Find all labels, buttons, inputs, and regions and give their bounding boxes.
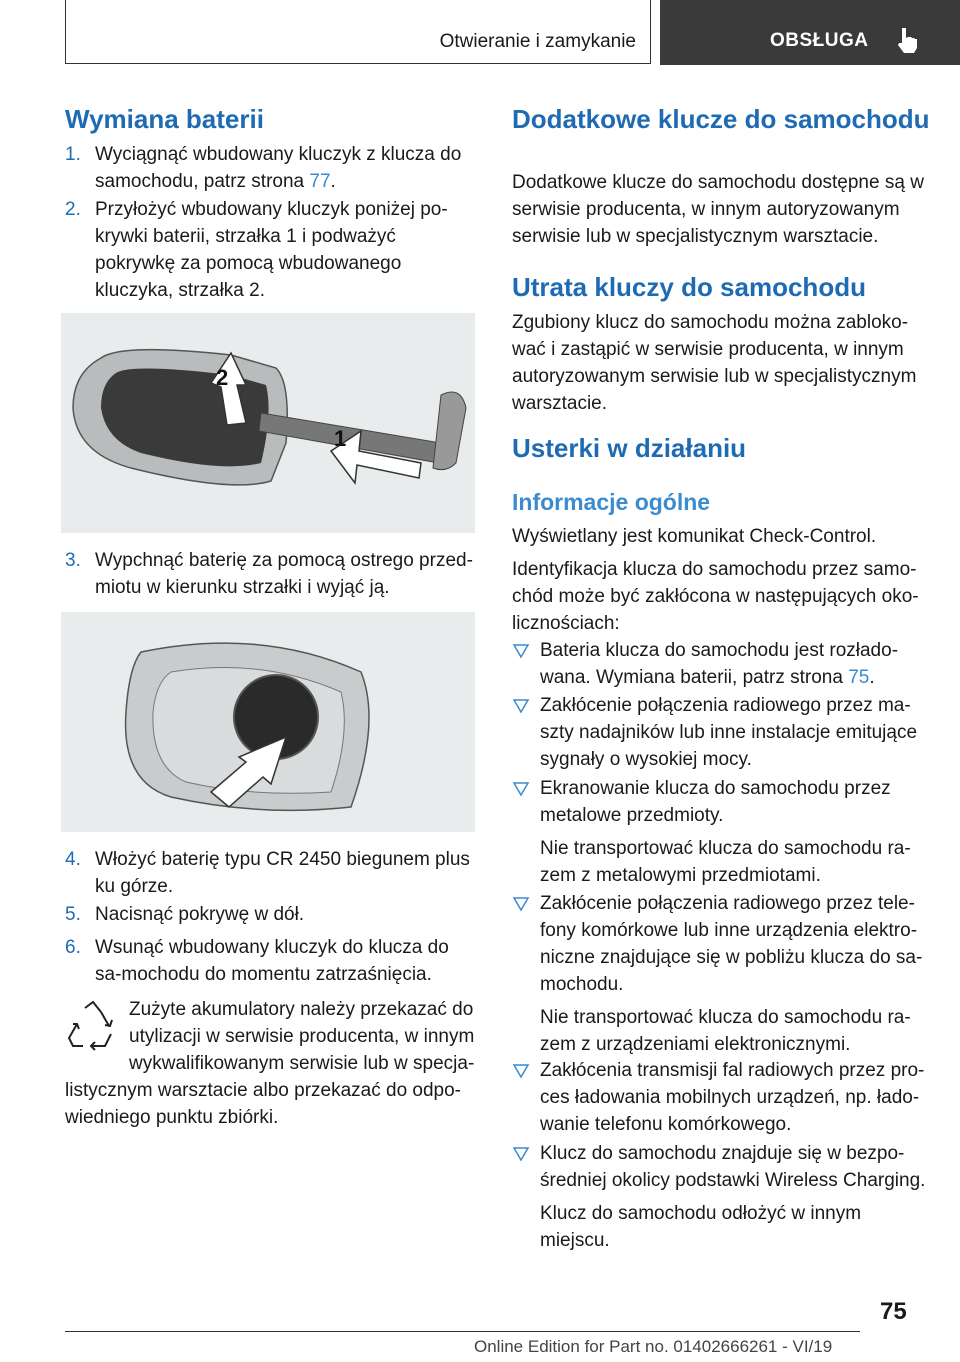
- list-item-note: Nie transportować klucza do samochodu ra-zem z urządzeniami elektronicznymi.: [540, 1007, 911, 1055]
- paragraph: Wyświetlany jest komunikat Check-Control.: [512, 526, 877, 547]
- section-heading: Wymiana baterii: [65, 104, 264, 134]
- triangle-bullet-icon: [512, 637, 530, 664]
- header-rule: [65, 63, 650, 64]
- chapter-tab-label: OBSŁUGA: [770, 30, 869, 51]
- header-rule: [650, 0, 651, 64]
- battery-illustration: [61, 612, 475, 832]
- step-text: Wyciągnąć wbudowany kluczyk z klucza do samochodu, patrz strona: [95, 144, 462, 192]
- paragraph: Identyfikacja klucza do samochodu przez samo-chód może być zakłócona w następujących oko-licznościach:: [512, 559, 919, 634]
- step-number: 4.: [65, 849, 81, 870]
- list-item-text: Zakłócenie połączenia radiowego przez tele-fony komórkowe lub inne urządzenia elektro-niczne znajdujące się w pobliżu klucza do sa-mochodu.: [540, 893, 923, 995]
- step-number: 3.: [65, 550, 81, 571]
- step-number: 1.: [65, 144, 81, 165]
- edition-footer: Online Edition for Part no. 01402666261 - VI/19: [474, 1337, 833, 1356]
- header-rule: [65, 0, 66, 63]
- arrow-label: 1: [334, 426, 347, 451]
- step-text: Nacisnąć pokrywę w dół.: [95, 904, 305, 925]
- key-illustration: [61, 313, 475, 533]
- arrow-label: 2: [216, 365, 229, 390]
- section-heading: Utrata kluczy do samochodu: [512, 272, 866, 302]
- list-item-text: Zakłócenia transmisji fal radiowych przez pro-ces ładowania mobilnych urządzeń, np. łado-wanie telefonu komórkowego.: [540, 1060, 925, 1135]
- icon-spacer: [65, 996, 129, 1076]
- step-text: Włożyć baterię typu CR 2450 biegunem plus ku górze.: [95, 849, 470, 897]
- step-text-end: .: [330, 171, 336, 192]
- list-item-text: Bateria klucza do samochodu jest rozłado-wana. Wymiana baterii, patrz strona: [540, 640, 899, 688]
- page-link[interactable]: 77: [309, 171, 331, 192]
- triangle-bullet-icon: [512, 1140, 530, 1167]
- list-item-text: Klucz do samochodu znajduje się w bezpo-średniej okolicy podstawki Wireless Charging.: [540, 1143, 926, 1191]
- footer-rule: [65, 1331, 860, 1332]
- triangle-bullet-icon: [512, 775, 530, 802]
- battery-removal-figure: [61, 612, 475, 832]
- section-heading: Dodatkowe klucze do samochodu: [512, 104, 930, 134]
- section-heading: Usterki w działaniu: [512, 433, 747, 463]
- triangle-bullet-icon: [512, 692, 530, 719]
- triangle-bullet-icon: [512, 890, 530, 917]
- step-text: Wypchnąć baterię za pomocą ostrego przed-miotu w kierunku strzałki i wyjąć ją.: [95, 550, 473, 598]
- step-number: 6.: [65, 937, 81, 958]
- list-item-note: Nie transportować klucza do samochodu ra-zem z metalowymi przedmiotami.: [540, 838, 911, 886]
- hand-pointer-icon: [894, 26, 920, 54]
- list-item-text: Ekranowanie klucza do samochodu przez metalowe przedmioty.: [540, 778, 891, 826]
- recycle-note-text: Zużyte akumulatory należy przekazać do utylizacji w serwisie producenta, w innym wykwalifikowanym serwisie lub w specja-listycznym warsztacie albo przekazać do odpo-wiedniego punktu zbiórki.: [65, 999, 475, 1128]
- paragraph: Dodatkowe klucze do samochodu dostępne są w serwisie producenta, w innym autoryzowanym serwisie lub w specjalistycznym warsztacie.: [512, 172, 924, 247]
- triangle-bullet-icon: [512, 1057, 530, 1084]
- step-number: 2.: [65, 199, 81, 220]
- list-item-text: Zakłócenie połączenia radiowego przez ma-szty nadajników lub inne instalacje emitujące sygnały o wysokiej mocy.: [540, 695, 918, 770]
- list-item-note: Klucz do samochodu odłożyć w innym miejscu.: [540, 1203, 862, 1251]
- step-number: 5.: [65, 904, 81, 925]
- step-text: Wsunąć wbudowany kluczyk do klucza do sa-mochodu do momentu zatrzaśnięcia.: [95, 937, 449, 985]
- page-link[interactable]: 75: [848, 667, 870, 688]
- step-text: Przyłożyć wbudowany kluczyk poniżej po-krywki baterii, strzałka 1 i podważyć pokrywkę za pomocą wbudowanego kluczyka, strzałka 2.: [95, 199, 448, 301]
- list-item-text-end: .: [869, 667, 875, 688]
- section-title: Otwieranie i zamykanie: [439, 31, 636, 52]
- recycle-note: [65, 996, 477, 1131]
- key-battery-cover-figure: [61, 313, 475, 533]
- page-number: 75: [880, 1298, 907, 1325]
- paragraph: Zgubiony klucz do samochodu można zabloko-wać i zastąpić w serwisie producenta, w innym autoryzowanym serwisie lub w specjalistycznym warsztacie.: [512, 312, 917, 414]
- chapter-tab: [660, 0, 960, 65]
- subsection-heading: Informacje ogólne: [512, 489, 711, 515]
